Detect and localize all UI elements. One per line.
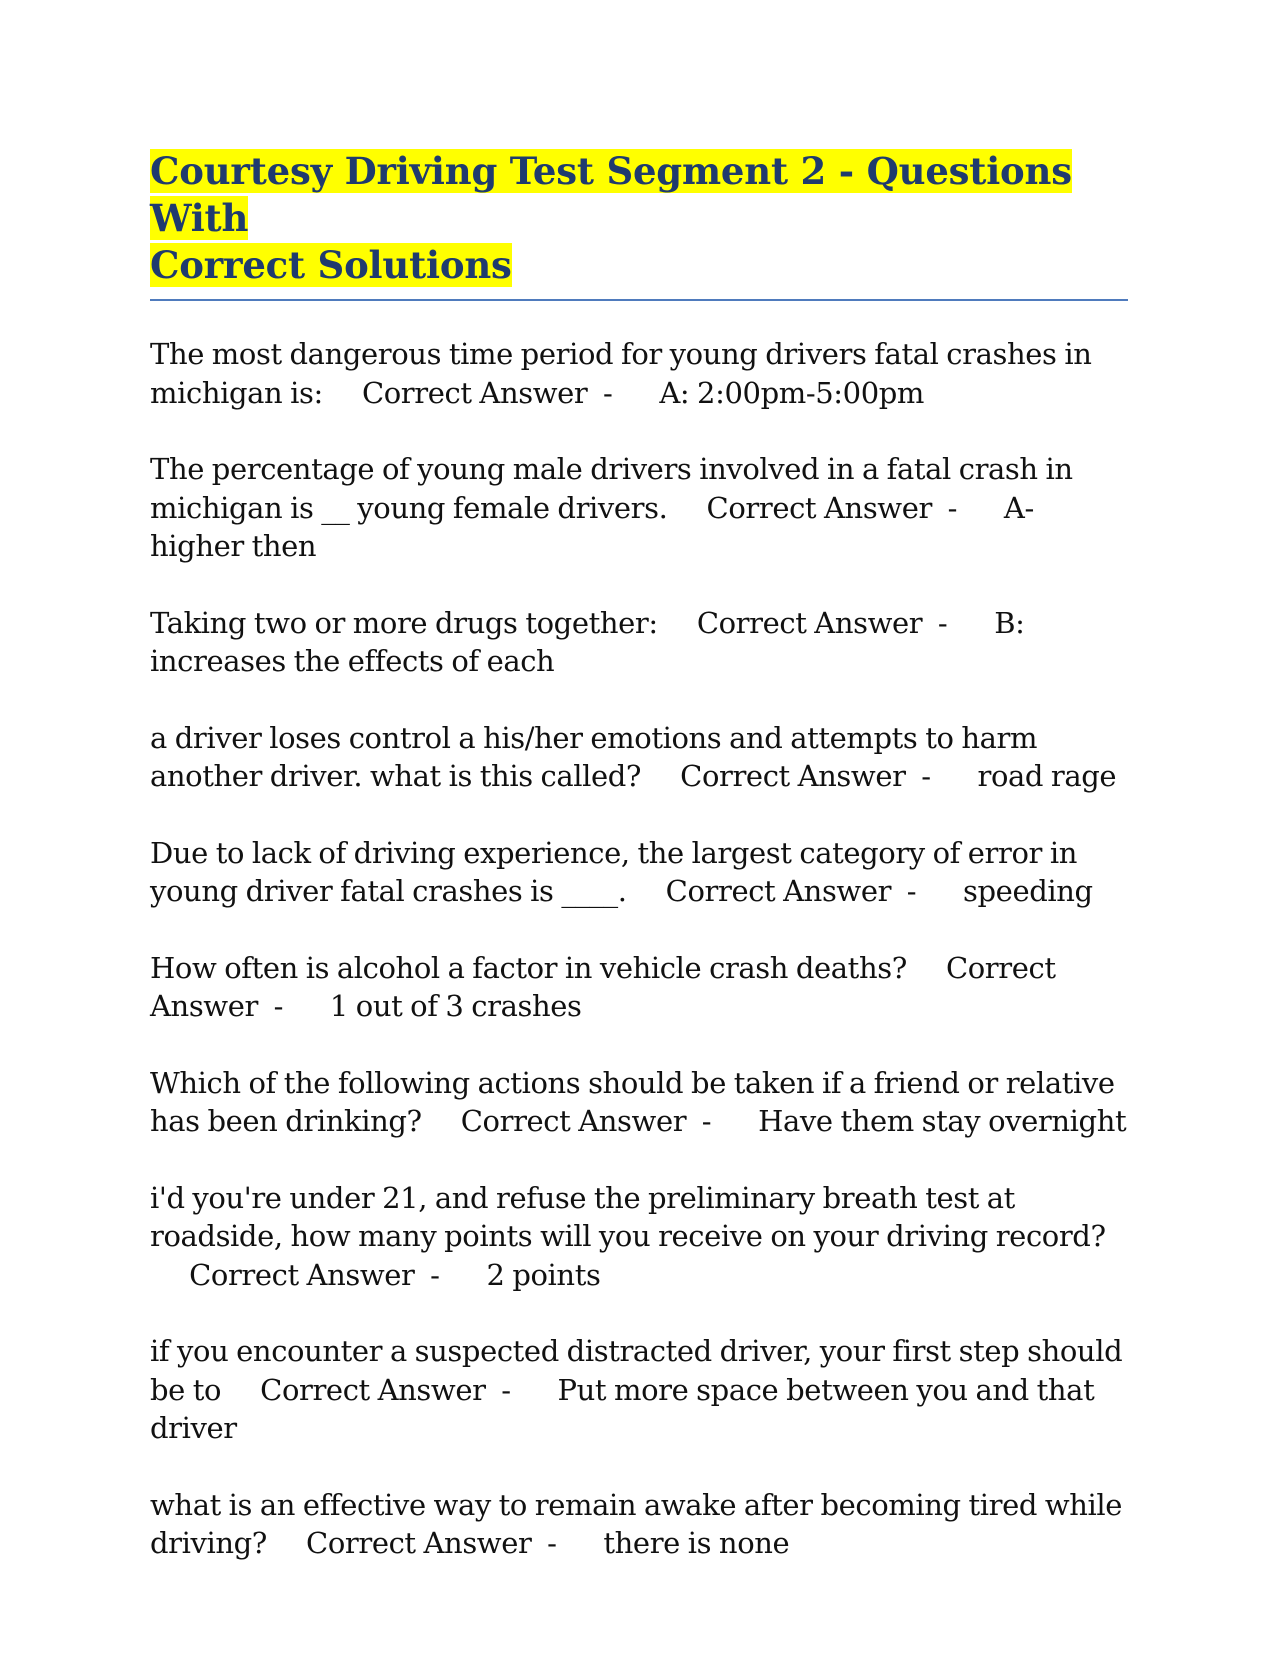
- answer-text: Put more space between you and that driver: [150, 1372, 1095, 1445]
- qa-item: Taking two or more drugs together: Correct Answer - B: increases the effects of each: [150, 605, 1025, 678]
- answer-label: Correct Answer: [361, 375, 588, 410]
- question-text: The percentage of young male drivers involved in a fatal crash in michigan is __ young female drivers.: [150, 452, 1073, 525]
- answer-label: Correct Answer: [706, 490, 932, 525]
- question-text: Which of the following actions should be taken if a friend or relative has been drinking?: [150, 1065, 1115, 1138]
- question-text: The most dangerous time period for young drivers fatal crashes in michigan is:: [150, 337, 1092, 410]
- answer-text: Have them stay overnight: [758, 1104, 1127, 1138]
- answer-label: Correct Answer: [680, 759, 906, 793]
- qa-item: The most dangerous time period for young drivers fatal crashes in michigan is: Correct Answer - A: 2:00pm-5:00pm: [150, 337, 1092, 410]
- qa-item: a driver loses control a his/her emotions and attempts to harm another driver. what is this called? Correct Answer - road rage: [150, 720, 1117, 793]
- qa-list: [150, 335, 1128, 1563]
- title-block: [150, 148, 1128, 301]
- qa-item: The percentage of young male drivers involved in a fatal crash in michigan is __ young female drivers. Correct Answer - A- higher then: [150, 452, 1073, 563]
- qa-item: Which of the following actions should be taken if a friend or relative has been drinking? Correct Answer - Have them stay overnight: [150, 1065, 1127, 1138]
- qa-item: what is an effective way to remain awake after becoming tired while driving? Correct Answer - there is none: [150, 1487, 1123, 1560]
- answer-label: Correct Answer: [696, 605, 923, 640]
- title-line-2: Correct Solutions: [150, 243, 512, 287]
- answer-label: Correct Answer: [460, 1104, 687, 1138]
- answer-label: Correct Answer: [665, 874, 892, 908]
- answer-text: A- higher then: [150, 490, 1034, 563]
- question-text: Due to lack of driving experience, the largest category of error in young driver fatal crashes is ____.: [150, 835, 1077, 908]
- answer-label: Correct Answer: [189, 1257, 415, 1292]
- answer-label: Correct Answer: [260, 1372, 486, 1407]
- document-page: [150, 148, 1128, 1601]
- answer-text: speeding: [963, 874, 1093, 908]
- answer-text: road rage: [977, 759, 1117, 793]
- question-text: How often is alcohol a factor in vehicle crash deaths?: [150, 950, 907, 985]
- question-text: a driver loses control a his/her emotions and attempts to harm another driver. what is this called?: [150, 720, 1038, 793]
- answer-label: Correct Answer: [306, 1526, 532, 1560]
- question-text: i'd you're under 21, and refuse the preliminary breath test at roadside, how many points will you receive on your driving record?: [150, 1180, 1106, 1253]
- question-text: if you encounter a suspected distracted driver, your first step should be to: [150, 1334, 1123, 1407]
- qa-item: i'd you're under 21, and refuse the preliminary breath test at roadside, how many points will you receive on your driving record? Correct Answer - 2 points: [150, 1180, 1106, 1292]
- question-text: what is an effective way to remain awake after becoming tired while driving?: [150, 1487, 1123, 1560]
- document-title: [150, 148, 1128, 289]
- answer-text: there is none: [603, 1526, 790, 1560]
- answer-label: Correct Answer: [150, 950, 1056, 1023]
- answer-text: A: 2:00pm-5:00pm: [659, 375, 925, 410]
- qa-item: Due to lack of driving experience, the largest category of error in young driver fatal crashes is ____. Correct Answer - speeding: [150, 835, 1093, 908]
- qa-item: How often is alcohol a factor in vehicle crash deaths? Correct Answer - 1 out of 3 crashes: [150, 950, 1056, 1023]
- answer-text: B: increases the effects of each: [150, 605, 1025, 678]
- title-line-1: Courtesy Driving Test Segment 2 - Questions With: [150, 149, 1072, 240]
- answer-text: 1 out of 3 crashes: [329, 989, 582, 1023]
- question-text: Taking two or more drugs together:: [150, 605, 658, 640]
- qa-item: if you encounter a suspected distracted driver, your first step should be to Correct Answer - Put more space between you and that driver: [150, 1334, 1123, 1445]
- answer-text: 2 points: [486, 1257, 601, 1292]
